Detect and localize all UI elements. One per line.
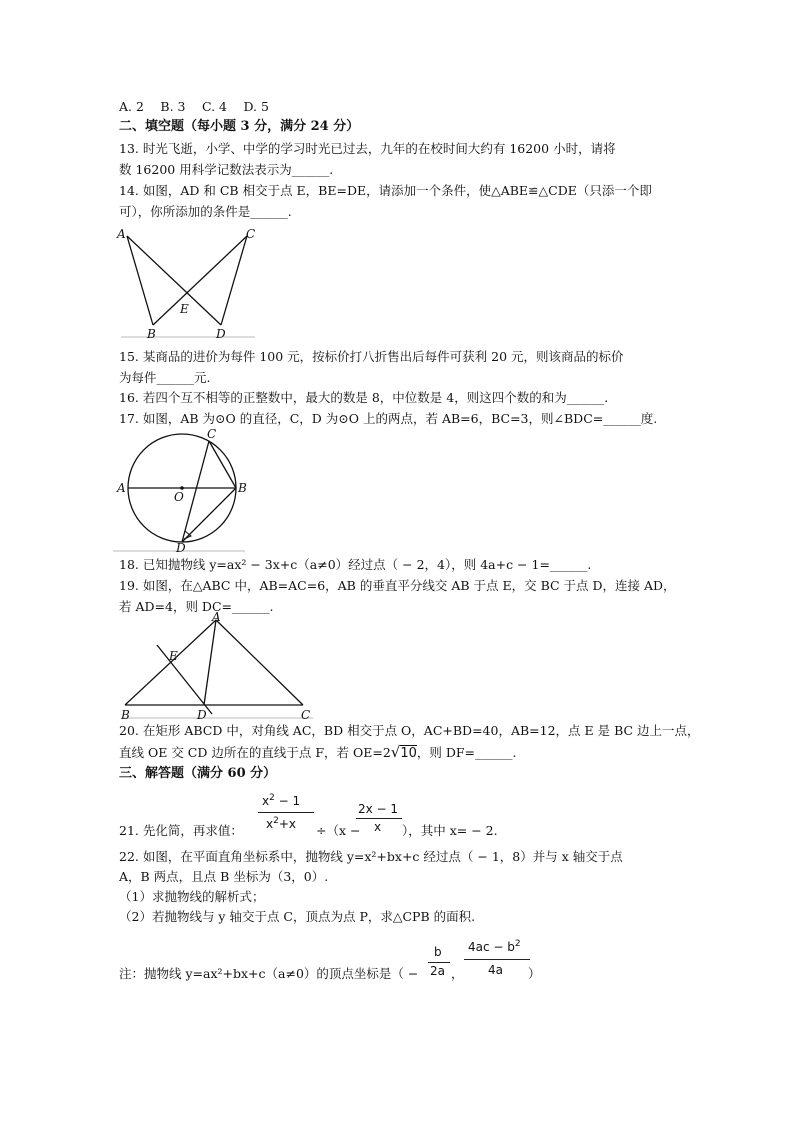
q21-frac2-denominator: x (374, 820, 382, 834)
label-D: D (176, 541, 186, 555)
segment-CD (221, 236, 247, 325)
q16-line: 16. 若四个互不相等的正整数中，最大的数是 8，中位数是 4，则这四个数的和为______. (119, 390, 609, 405)
label-C: C (207, 427, 217, 441)
q22-line1: 22. 如图，在平面直角坐标系中，抛物线 y=x²+bx+c 经过点（ − 1，8）并与 x 轴交于点 (119, 849, 623, 864)
q21-prefix: 21. 先化简，再求值： (119, 823, 243, 838)
q20-line2 (119, 743, 517, 763)
segment-AB (127, 236, 153, 325)
q15-line1: 15. 某商品的进价为每件 100 元，按标价打八折售出后每件可获利 20 元，则该商品的标价 (119, 349, 624, 364)
chord-CB (209, 441, 236, 488)
sqrt-sign: √ (390, 743, 401, 761)
q21-frac2-numerator: 2x − 1 (358, 802, 399, 816)
section3-heading: 三、解答题（满分 60 分） (119, 766, 277, 781)
label-A: A (212, 612, 221, 624)
q17-line: 17. 如图，AB 为⊙O 的直径，C，D 为⊙O 上的两点，若 AB=6，BC=3，则∠BDC=______度. (119, 411, 658, 426)
segment-CB (153, 236, 247, 325)
label-C: C (301, 708, 311, 722)
sqrt-radicand: 10 (400, 746, 417, 761)
perpendicular-bisector (157, 645, 212, 714)
q15-line2: 为每件______元. (119, 370, 211, 385)
note-frac2-denominator: 4a (488, 963, 503, 977)
figure-q17 (113, 427, 253, 555)
label-O: O (174, 490, 184, 504)
segment-AC (216, 620, 303, 705)
label-B: B (147, 327, 156, 341)
q21-frac1-denominator: $x^2+x$ (266, 816, 296, 831)
q13-line1: 13. 时光飞逝，小学、中学的学习时光已过去，九年的在校时间大约有 16200 小时，请将 (119, 141, 616, 156)
label-E: E (180, 302, 189, 316)
note-frac2-bar (464, 959, 530, 960)
q20-line2-end: ，则 DF=______. (416, 745, 517, 760)
label-B: B (121, 708, 130, 722)
label-E: E (169, 649, 178, 663)
q18-line: 18. 已知抛物线 y=ax² − 3x+c（a≠0）经过点（ − 2，4），则 4a+c − 1=______. (119, 557, 592, 572)
note-suffix: ） (528, 966, 541, 981)
q21-frac2-bar (356, 818, 402, 819)
label-D: D (197, 708, 207, 722)
note-prefix: 注：抛物线 y=ax²+bx+c（a≠0）的顶点坐标是（ − (119, 966, 419, 981)
segment-AD (204, 620, 216, 705)
chord-CD (182, 441, 209, 542)
q12-options: A. 2 B. 3 C. 4 D. 5 (119, 99, 269, 114)
q22-part1: （1）求抛物线的解析式； (119, 889, 265, 904)
q14-line2: 可），你所添加的条件是______. (119, 204, 292, 219)
q20-line1: 20. 在矩形 ABCD 中，对角线 AC，BD 相交于点 O，AC+BD=40，AB=12，点 E 是 BC 边上一点， (119, 723, 700, 738)
q21-frac1-bar (258, 812, 314, 813)
q22-part2: （2）若抛物线与 y 轴交于点 C，顶点为点 P，求△CPB 的面积. (119, 909, 476, 924)
note-frac2-numerator: $4ac - b^2$ (468, 939, 521, 954)
q21-suffix: ），其中 x= − 2. (402, 823, 498, 838)
label-B: B (238, 481, 247, 495)
note-frac1-bar (428, 962, 450, 963)
label-C: C (246, 227, 256, 241)
q14-line1: 14. 如图，AD 和 CB 相交于点 E，BE=DE，请添加一个条件，使△ABE≌△CDE（只添一个即 (119, 183, 652, 198)
note-frac1-denominator: 2a (430, 964, 445, 978)
figure-q14 (113, 224, 263, 344)
label-A: A (117, 481, 126, 495)
q22-line2: A，B 两点，且点 B 坐标为（3，0）. (119, 869, 329, 884)
label-D: D (216, 327, 226, 341)
label-A: A (117, 227, 126, 241)
q19-line2: 若 AD=4，则 DC=______. (119, 599, 274, 614)
note-frac1-numerator: b (434, 945, 442, 959)
q13-line2: 数 16200 用科学记数法表示为______. (119, 162, 334, 177)
chord-BD (182, 488, 236, 542)
figure-q19 (113, 612, 323, 722)
q21-divide: ÷（x − (316, 823, 361, 838)
q19-line1: 19. 如图，在△ABC 中，AB=AC=6，AB 的垂直平分线交 AB 于点 E，交 BC 于点 D，连接 AD， (119, 578, 676, 593)
q21-frac1-numerator: $x^2 - 1$ (262, 793, 301, 808)
segment-AD (127, 236, 221, 325)
note-comma: ， (451, 966, 464, 981)
section2-heading: 二、填空题（每小题 3 分，满分 24 分） (119, 119, 360, 134)
q20-line2-start: 直线 OE 交 CD 边所在的直线于点 F，若 OE=2 (119, 745, 391, 760)
